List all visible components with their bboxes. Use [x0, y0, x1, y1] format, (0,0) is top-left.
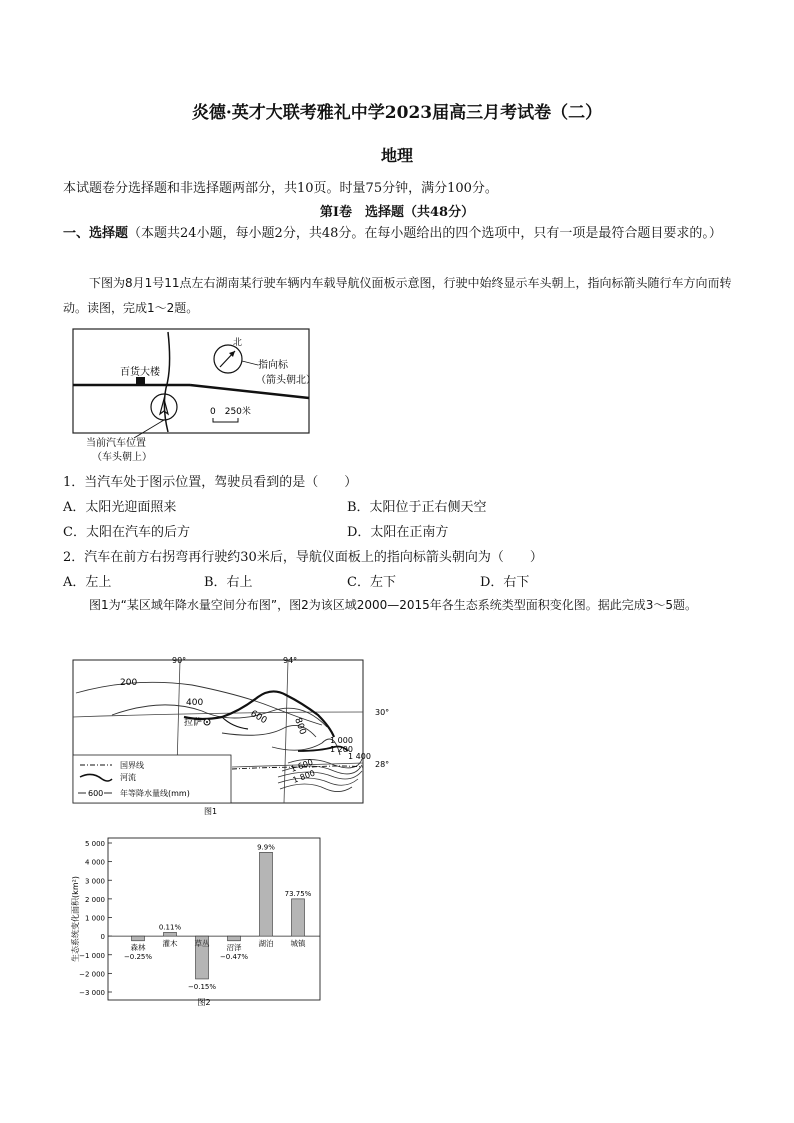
legend-river-label: 河流 [120, 773, 136, 782]
page-title: 炎德·英才大联考雅礼中学2023届高三月考试卷（二） [191, 103, 603, 123]
category-label-5: 城镇 [290, 939, 306, 949]
category-label-1: 灌木 [162, 939, 178, 949]
y-tick-label: 0 [100, 933, 105, 942]
question-2-option-a[interactable]: A．左上 [63, 575, 112, 590]
category-label-4: 湖泊 [258, 939, 274, 949]
chart-y-axis-label: 生态系统变化面积(km²) [71, 876, 80, 962]
question-note-1: 下图为8月1号11点左右湖南某行驶车辆内车载导航仪面板示意图，行驶中始终显示车头朝上，指向标箭头随行车方向而转动。读图，完成1～2题。 [63, 276, 732, 315]
section-instructions [63, 223, 735, 245]
question-note-2: 图1为“某区域年降水量空间分布图”，图2为该区域2000—2015年各生态系统类型面积变化图。据此完成3～5题。 [89, 598, 698, 612]
navigation-map [72, 328, 392, 464]
precipitation-map [72, 655, 394, 817]
question-1-option-b[interactable]: B．太阳位于正右侧天空 [347, 500, 487, 515]
question-2-option-c[interactable]: C．左下 [347, 575, 396, 590]
section-text: （本题共24小题，每小题2分，共48分。在每小题给出的四个选项中，只有一项是最符合题目要求的。） [128, 226, 722, 241]
building-mark [136, 377, 145, 384]
north-label: 北 [233, 338, 243, 348]
category-label-0: 森林 [130, 942, 146, 952]
lon-label-90: 90° [172, 656, 187, 665]
iso-label-800: 800 [292, 716, 308, 737]
value-label-1: 0.11% [158, 923, 182, 932]
value-label-3: −0.47% [219, 952, 249, 961]
bar-0 [132, 936, 145, 941]
question-1-option-a[interactable]: A．太阳光迎面照来 [63, 500, 177, 515]
legend-border-label: 国界线 [120, 761, 144, 770]
iso-label-600: 600 [248, 708, 269, 727]
ecosystem-bar-chart [70, 835, 324, 1007]
iso-label-200: 200 [120, 678, 138, 688]
y-tick-label: 3 000 [84, 877, 105, 886]
y-tick-label: 1 000 [84, 914, 105, 923]
category-label-2: 草丛 [194, 939, 210, 949]
car-label-1: 当前汽车位置 [86, 438, 146, 449]
lat-label-30: 30° [375, 708, 390, 717]
bar-5 [292, 899, 305, 936]
value-label-5: 73.75% [284, 889, 312, 898]
iso-label-1200: 1 200 [330, 745, 353, 754]
iso-label-400: 400 [186, 698, 204, 708]
city-label: 拉萨 [184, 718, 203, 728]
question-2-option-d[interactable]: D．右下 [480, 575, 530, 590]
building-label: 百货大楼 [120, 367, 160, 378]
iso-label-1800: 1 800 [291, 768, 317, 785]
y-tick-label: −2 000 [79, 970, 105, 979]
scale-label: 0 250米 [210, 407, 251, 417]
value-label-0: −0.25% [123, 952, 153, 961]
fig2-caption: 图2 [197, 998, 211, 1007]
iso-label-1600: 1 600 [289, 757, 315, 774]
bar-3 [228, 936, 241, 941]
bar-1 [164, 932, 177, 936]
bar-4 [260, 852, 273, 936]
value-label-2: −0.15% [187, 982, 217, 991]
question-1-stem: 1．当汽车处于图示位置，驾驶员看到的是（ ） [63, 475, 358, 490]
question-2-stem: 2．汽车在前方右拐弯再行驶约30米后，导航仪面板上的指向标箭头朝向为（ ） [63, 550, 543, 565]
legend-iso-label: 年等降水量线(mm) [120, 789, 190, 798]
question-1-option-c[interactable]: C．太阳在汽车的后方 [63, 525, 190, 540]
category-label-3: 沼泽 [226, 942, 242, 952]
compass-label-2: （箭头朝北） [256, 375, 316, 386]
legend-iso-value: 600 [88, 789, 104, 798]
value-label-4: 9.9% [257, 843, 275, 852]
y-tick-label: −3 000 [79, 989, 105, 997]
car-label-2: （车头朝上） [92, 452, 152, 463]
section-heading: 一、选择题 [63, 226, 129, 241]
y-tick-label: −1 000 [79, 951, 105, 960]
y-tick-label: 5 000 [84, 840, 105, 848]
compass-label-1: 指向标 [258, 360, 288, 371]
y-tick-label: 4 000 [84, 858, 105, 867]
iso-label-1000: 1 000 [330, 736, 353, 745]
y-tick-label: 2 000 [84, 895, 105, 904]
iso-label-1400: 1 400 [348, 752, 371, 761]
part-heading: 第Ⅰ卷 选择题（共48分） [319, 205, 475, 220]
lat-label-28: 28° [375, 760, 390, 769]
exam-intro: 本试题卷分选择题和非选择题两部分，共10页。时量75分钟，满分100分。 [63, 181, 498, 196]
lon-label-94: 94° [283, 656, 298, 665]
chart-frame [108, 838, 320, 1000]
question-1-option-d[interactable]: D．太阳在正南方 [347, 525, 449, 540]
subject-title: 地理 [380, 146, 413, 165]
fig1-caption: 图1 [204, 807, 218, 816]
question-2-option-b[interactable]: B．右上 [204, 575, 253, 590]
